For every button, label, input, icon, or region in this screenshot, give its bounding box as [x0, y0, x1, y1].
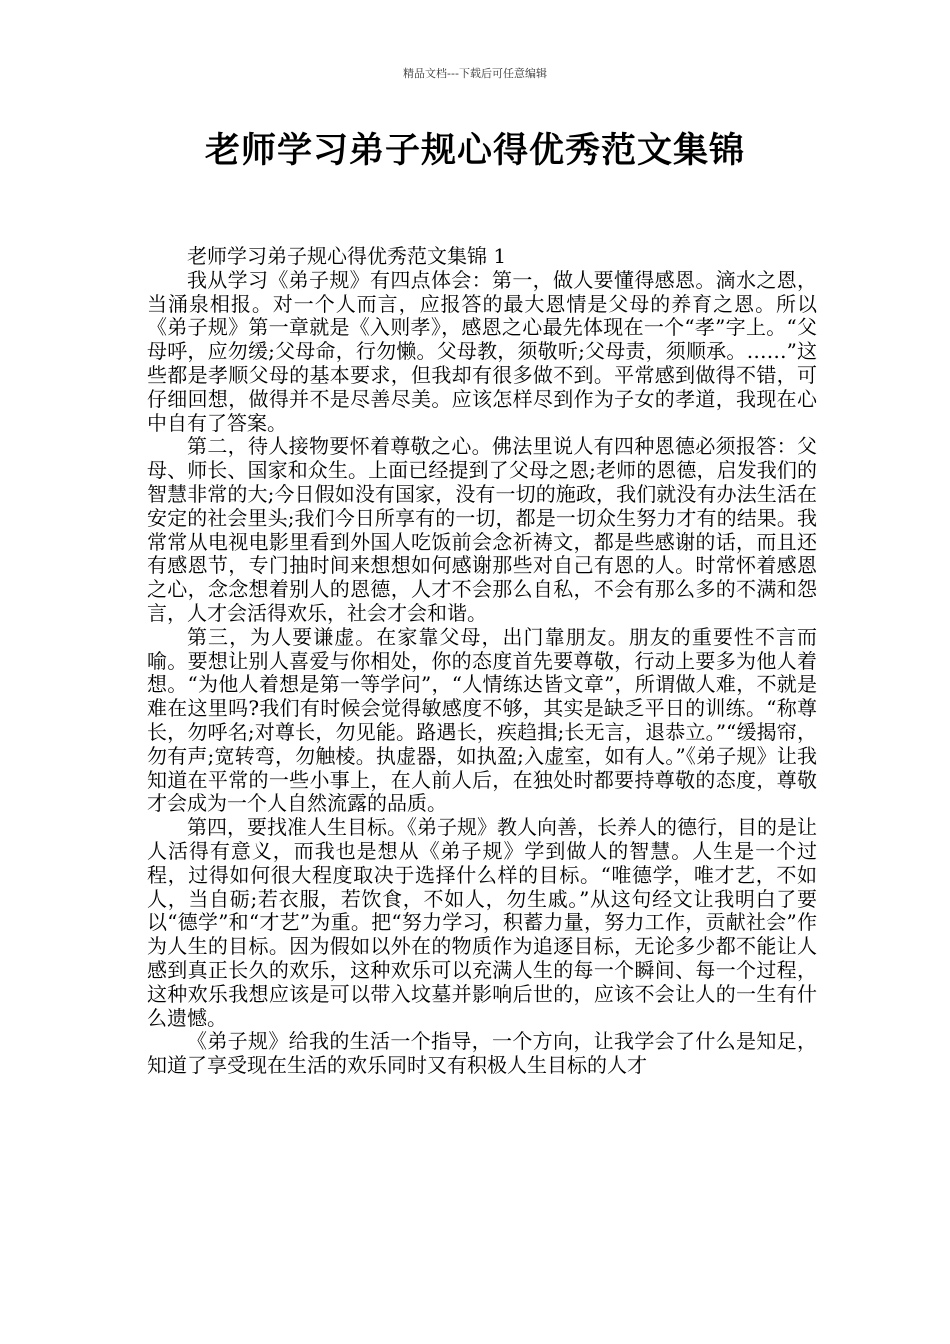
paragraph-4: 第四，要找准人生目标。《弟子规》教人向善，长养人的德行，目的是让人活得有意义，而我也是想从《弟子规》学到做人的智慧。人生是一个过程，过得如何很大程度取决于选择什么样的目标。“唯德学，唯才艺，不如人，当自砺;若衣服，若饮食，不如人，勿生戚。”从这句经文让我明白了要以“德学”和“才艺”为重。把“努力学习，积蓄力量，努力工作，贡献社会”作为人生的目标。因为假如以外在的物质作为追逐目标，无论多少都不能让人感到真正长久的欢乐，这种欢乐可以充满人生的每一个瞬间、每一个过程，这种欢乐我想应该是可以带入坟墓并影响后世的，应该不会让人的一生有什么遗憾。: [147, 815, 817, 1030]
paragraph-2: 第二，待人接物要怀着尊敬之心。佛法里说人有四种恩德必须报答：父母、师长、国家和众生。上面已经提到了父母之恩;老师的恩德，启发我们的智慧非常的大;今日假如没有国家，没有一切的施政，我们就没有办法生活在安定的社会里头;我们今日所享有的一切，都是一切众生努力才有的结果。我常常从电视电影里看到外国人吃饭前会念祈祷文，都是些感谢的话，而且还有感恩节，专门抽时间来想想如何感谢那些对自己有恩的人。时常怀着感恩之心，念念想着别人的恩德，人才不会那么自私，不会有那么多的不满和怨言，人才会活得欢乐，社会才会和谐。: [147, 434, 817, 625]
document-title: 老师学习弟子规心得优秀范文集锦: [204, 131, 745, 171]
paragraph-5: 《弟子规》给我的生活一个指导，一个方向，让我学会了什么是知足，知道了享受现在生活的欢乐同时又有积极人生目标的人才: [147, 1029, 817, 1078]
section-heading: 老师学习弟子规心得优秀范文集锦 1: [187, 244, 507, 268]
document-body: [147, 245, 817, 1078]
header-note: 精品文档---下载后可任意编辑: [403, 67, 547, 80]
paragraph-1: 我从学习《弟子规》有四点体会：第一，做人要懂得感恩。滴水之恩，当涌泉相报。对一个人而言，应报答的最大恩情是父母的养育之恩。所以《弟子规》第一章就是《入则孝》，感恩之心最先体现在一个“孝”字上。“父母呼，应勿缓;父母命，行勿懒。父母教，须敬听;父母责，须顺承。……”这些都是孝顺父母的基本要求，但我却有很多做不到。平常感到做得不错，可仔细回想，做得并不是尽善尽美。应该怎样尽到作为子女的孝道，我现在心中自有了答案。: [147, 267, 817, 435]
paragraph-3: 第三，为人要谦虚。在家靠父母，出门靠朋友。朋友的重要性不言而喻。要想让别人喜爱与你相处，你的态度首先要尊敬，行动上要多为他人着想。“为他人着想是第一等学问”，“人情练达皆文章”，所谓做人难，不就是难在这里吗?我们有时候会觉得敏感度不够，其实是缺乏平日的训练。“称尊长，勿呼名;对尊长，勿见能。路遇长，疾趋揖;长无言，退恭立。”“缓揭帘，勿有声;宽转弯，勿触棱。执虚器，如执盈;入虚室，如有人。”《弟子规》让我知道在平常的一些小事上，在人前人后，在独处时都要持尊敬的态度，尊敬才会成为一个人自然流露的品质。: [147, 624, 817, 816]
